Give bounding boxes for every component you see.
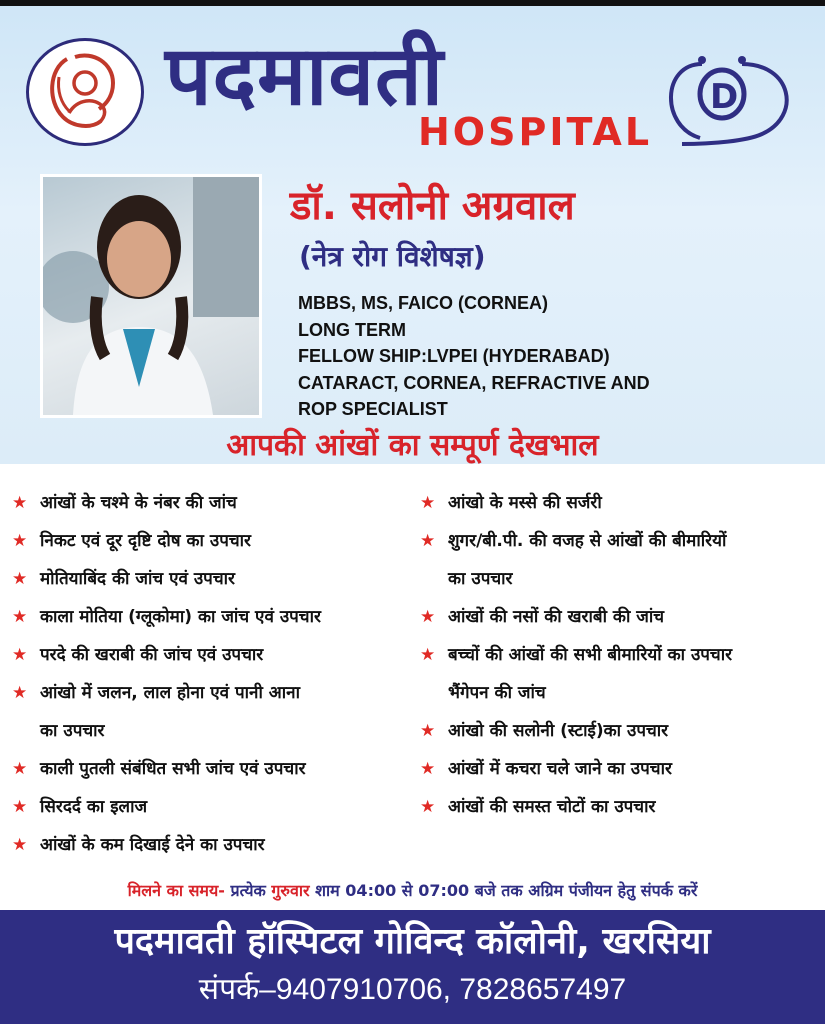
hero-section (0, 6, 825, 464)
service-text: आंखों की समस्त चोटों का उपचार (448, 797, 656, 817)
care-title: आपकी आंखों का सम्पूर्ण देखभाल (226, 428, 599, 463)
timing-day: गुरुवार (271, 881, 310, 900)
qualification-line: MBBS, MS, FAICO (CORNEA) (298, 293, 548, 313)
footer (0, 910, 825, 1024)
mother-child-logo-icon (26, 38, 144, 146)
service-text: काली पुतली संबंधित सभी जांच एवं उपचार (40, 759, 306, 779)
star-icon: ★ (420, 607, 436, 627)
doctor-photo (40, 174, 262, 418)
qualification-line: ROP SPECIALIST (298, 399, 448, 419)
service-text-continued: भैंगेपन की जांच (448, 683, 546, 703)
star-icon: ★ (12, 645, 28, 665)
service-item (420, 522, 820, 598)
service-text: सिरदर्द का इलाज (40, 797, 148, 817)
service-text: मोतियाबिंद की जांच एवं उपचार (40, 569, 235, 589)
service-text: शुगर/बी.पी. की वजह से आंखों की बीमारियों (448, 531, 727, 551)
service-text: आंखो की सलोनी (स्टाई)का उपचार (448, 721, 669, 741)
qualifications-list (298, 290, 650, 423)
service-text: आंखों के चश्मे के नंबर की जांच (40, 493, 237, 513)
timing-label: मिलने का समय- (127, 881, 225, 900)
star-icon: ★ (12, 531, 28, 551)
service-item (12, 826, 410, 864)
svg-text:D: D (710, 77, 739, 117)
star-icon: ★ (12, 759, 28, 779)
qualification-line: LONG TERM (298, 319, 406, 340)
footer-hospital-address: पदमावती हॉस्पिटल गोविन्द कॉलोनी, खरसिया (114, 921, 711, 962)
service-item (420, 484, 820, 522)
star-icon: ★ (420, 531, 436, 551)
star-icon: ★ (420, 721, 436, 741)
service-item (12, 484, 410, 522)
services-right-column (420, 484, 820, 826)
service-text-continued: का उपचार (40, 721, 105, 741)
qualification-line: FELLOW SHIP:LVPEI (HYDERABAD) (298, 346, 610, 366)
timing-prefix: प्रत्येक (230, 881, 266, 900)
service-text-continued: का उपचार (448, 569, 513, 589)
service-item (12, 750, 410, 788)
service-text: आंखों में कचरा चले जाने का उपचार (448, 759, 672, 779)
doctor-name: डॉ. सलोनी अग्रवाल (290, 183, 575, 229)
service-item (420, 636, 820, 712)
service-text: बच्चों की आंखों की सभी बीमारियों का उपचार (448, 645, 733, 665)
service-text: आंखो में जलन, लाल होना एवं पानी आना (40, 683, 300, 703)
service-item (12, 522, 410, 560)
star-icon: ★ (12, 493, 28, 513)
star-icon: ★ (420, 645, 436, 665)
star-icon: ★ (12, 797, 28, 817)
star-icon: ★ (420, 493, 436, 513)
service-item (420, 598, 820, 636)
qualification-line: CATARACT, CORNEA, REFRACTIVE AND (298, 372, 650, 393)
service-text: आंखो के मस्से की सर्जरी (448, 493, 602, 513)
brand-name: पदमावती (165, 29, 444, 124)
service-item (420, 712, 820, 750)
service-item (12, 636, 410, 674)
service-item (420, 788, 820, 826)
service-item (420, 750, 820, 788)
star-icon: ★ (420, 759, 436, 779)
doctor-specialty: (नेत्र रोग विशेषज्ञ) (299, 240, 486, 273)
star-icon: ★ (12, 569, 28, 589)
service-item (12, 560, 410, 598)
service-item (12, 788, 410, 826)
services-section (0, 464, 825, 872)
star-icon: ★ (12, 607, 28, 627)
footer-contact-numbers: संपर्क–9407910706, 7828657497 (198, 973, 627, 1006)
service-item (12, 674, 410, 750)
service-item (12, 598, 410, 636)
service-text: परदे की खराबी की जांच एवं उपचार (40, 645, 264, 665)
brand-subtitle: HOSPITAL (418, 110, 653, 154)
star-icon: ★ (12, 683, 28, 703)
star-icon: ★ (420, 797, 436, 817)
stethoscope-icon (642, 46, 807, 156)
star-icon: ★ (12, 835, 28, 855)
timing-details: शाम 04:00 से 07:00 बजे तक अग्रिम पंजीयन हेतु संपर्क करें (315, 881, 698, 900)
service-text: निकट एवं दूर दृष्टि दोष का उपचार (40, 531, 252, 551)
visiting-hours (0, 872, 825, 910)
service-text: काला मोतिया (ग्लूकोमा) का जांच एवं उपचार (40, 607, 321, 627)
service-text: आंखों की नसों की खराबी की जांच (448, 607, 665, 627)
services-left-column (12, 484, 410, 864)
service-text: आंखों के कम दिखाई देने का उपचार (40, 835, 265, 855)
